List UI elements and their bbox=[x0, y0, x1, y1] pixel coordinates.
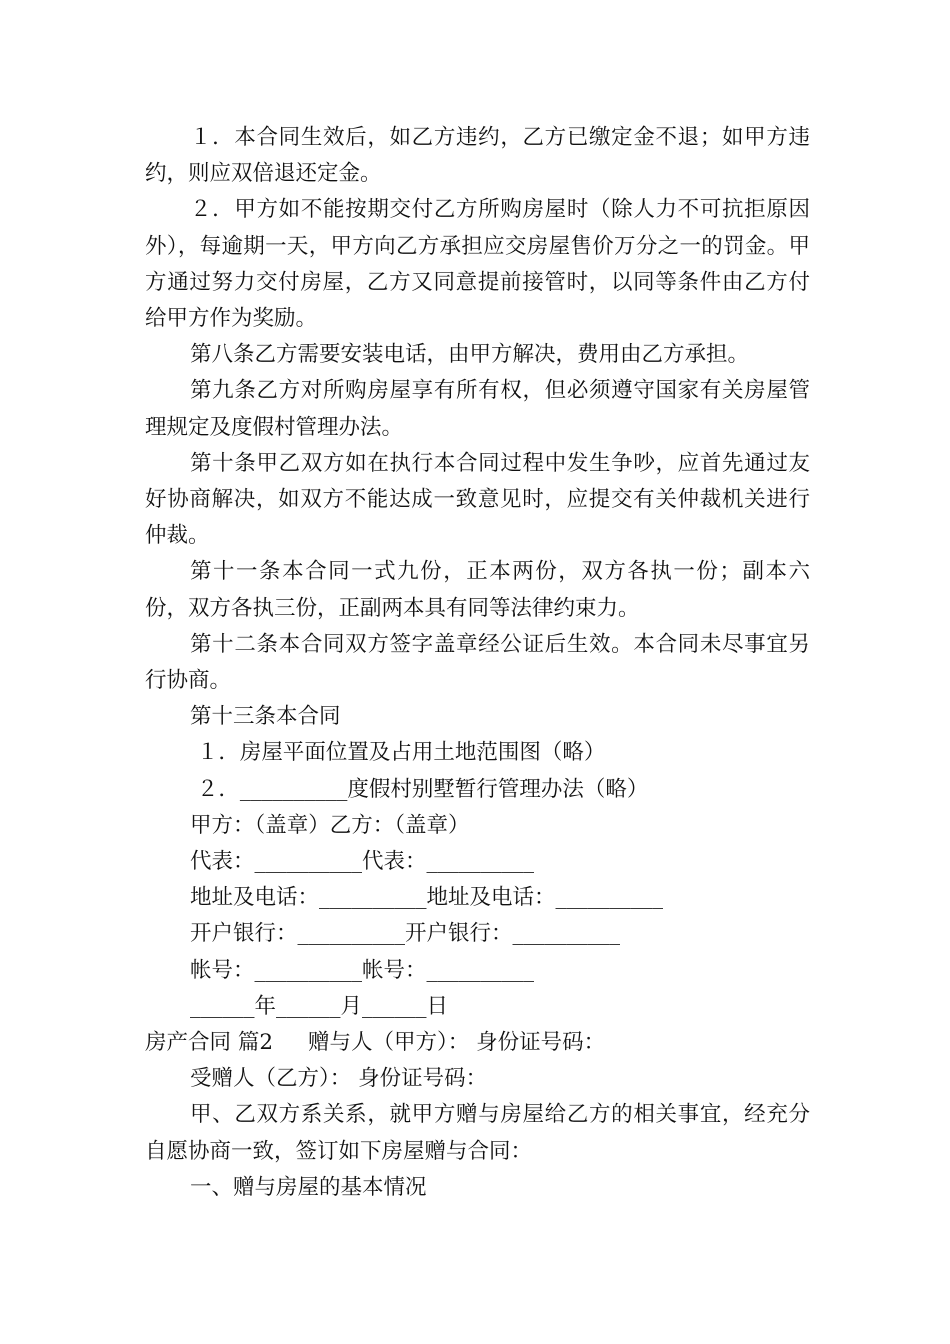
gift-item-1: 一、赠与房屋的基本情况 bbox=[190, 1174, 427, 1200]
party-seal-line: 甲方：（盖章）乙方：（盖章） bbox=[190, 812, 470, 838]
address-phone-line: 地址及电话：__________地址及电话：__________ bbox=[190, 885, 664, 911]
gift-contract-intro: 甲、乙双方系关系，就甲方赠与房屋给乙方的相关事宜，经充分自愿协商一致，签订如下房屋赠与合同： bbox=[145, 1102, 810, 1164]
representative-line: 代表：__________代表：__________ bbox=[190, 849, 535, 875]
attachment-2: ２．__________度假村别墅暂行管理办法（略） bbox=[190, 776, 649, 802]
account-line: 帐号：__________帐号：__________ bbox=[190, 957, 535, 983]
donee-line: 受赠人（乙方）： 身份证号码： bbox=[190, 1066, 488, 1092]
section-2-heading: 房产合同 篇2 bbox=[145, 1030, 274, 1056]
donor-line: 赠与人（甲方）： 身份证号码： bbox=[308, 1030, 606, 1056]
document-page bbox=[145, 120, 810, 1206]
clause-12: 第十二条本合同双方签字盖章经公证后生效。本合同未尽事宜另行协商。 bbox=[145, 631, 810, 694]
clause-7-item-2: ２．甲方如不能按期交付乙方所购房屋时（除人力不可抗拒原因外），每逾期一天，甲方向乙方承担应交房屋售价万分之一的罚金。甲方通过努力交付房屋，乙方又同意提前接管时，以同等条件由乙方付给甲方作为奖励。 bbox=[145, 197, 810, 332]
clause-7-item-1: １．本合同生效后，如乙方违约，乙方已缴定金不退；如甲方违约，则应双倍退还定金。 bbox=[145, 125, 810, 187]
clause-8: 第八条乙方需要安装电话，由甲方解决，费用由乙方承担。 bbox=[190, 342, 750, 368]
clause-9: 第九条乙方对所购房屋享有所有权，但必须遵守国家有关房屋管理规定及度假村管理办法。 bbox=[145, 378, 810, 440]
section-2-header-line bbox=[145, 1025, 810, 1061]
clause-10: 第十条甲乙双方如在执行本合同过程中发生争吵，应首先通过友好协商解决，如双方不能达成一致意见时，应提交有关仲裁机关进行仲裁。 bbox=[145, 450, 810, 549]
clause-11: 第十一条本合同一式九份，正本两份，双方各执一份；副本六份，双方各执三份，正副两本具有同等法律约束力。 bbox=[145, 559, 810, 621]
date-line: ______年______月______日 bbox=[190, 993, 449, 1019]
clause-13-heading: 第十三条本合同 bbox=[190, 704, 341, 730]
bank-line: 开户银行：__________开户银行：__________ bbox=[190, 921, 621, 947]
attachment-1: １．房屋平面位置及占用土地范围图（略） bbox=[190, 740, 606, 766]
